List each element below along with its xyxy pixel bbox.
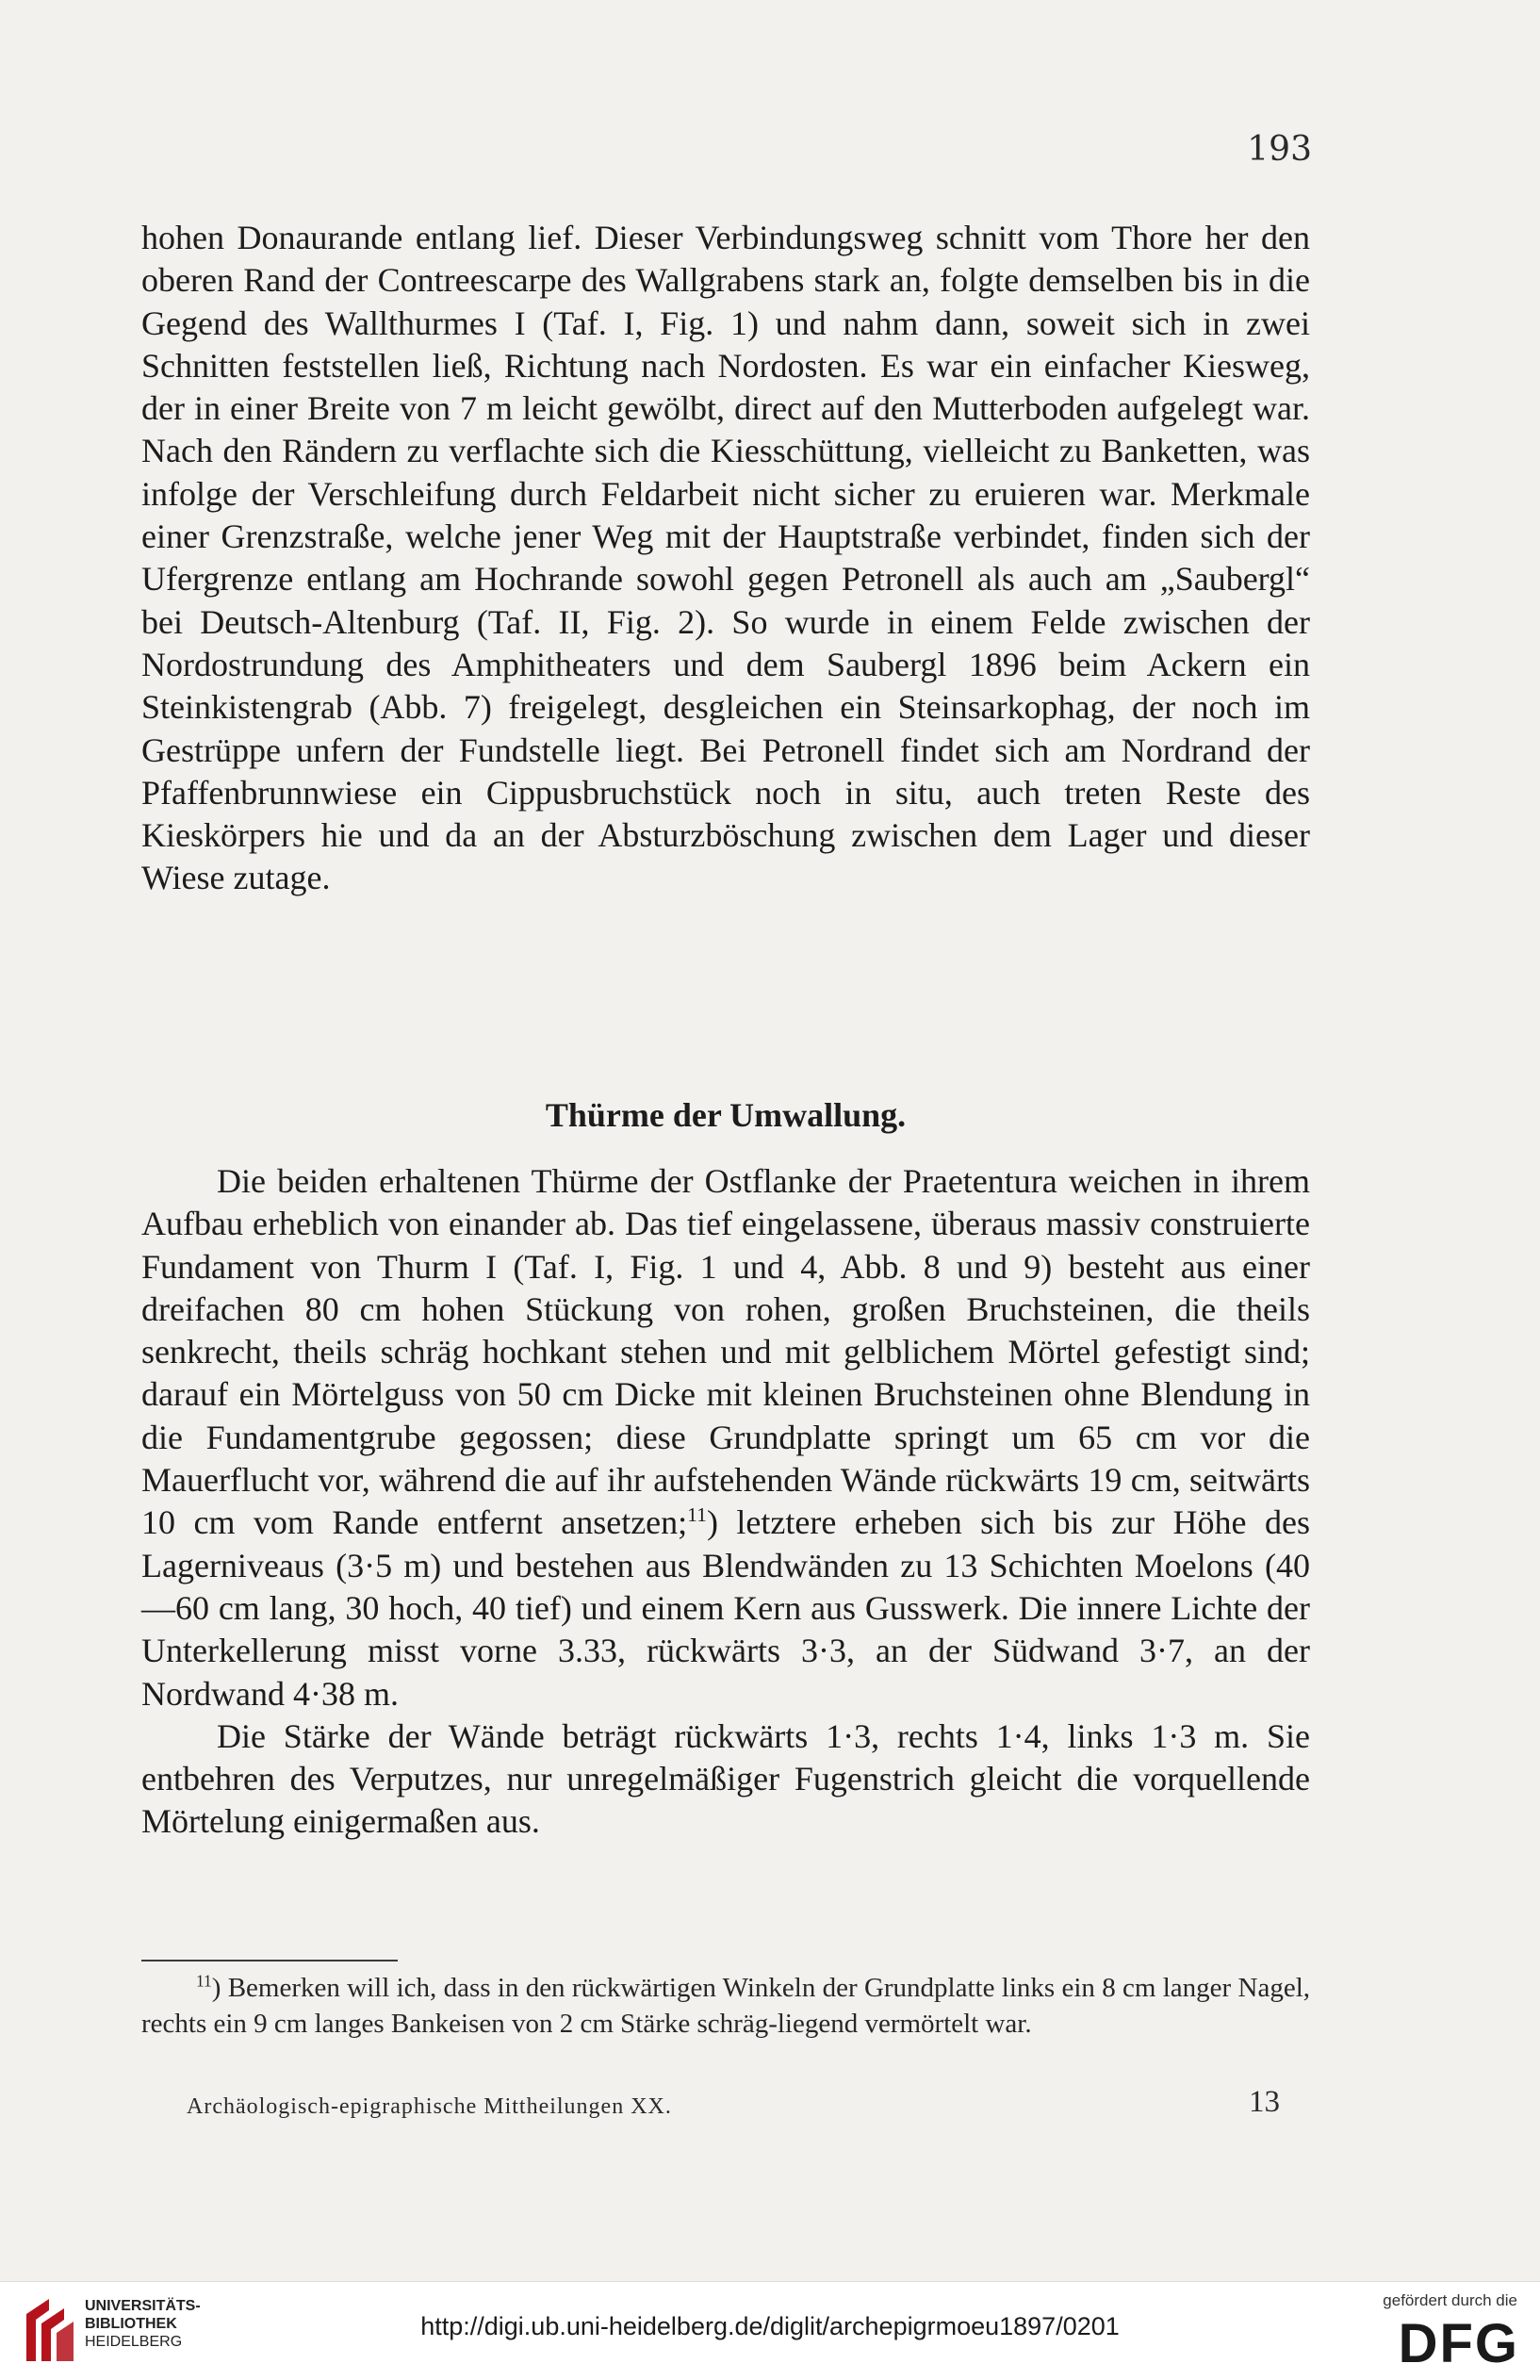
paragraph-top: hohen Donaurande entlang lief. Dieser Verbindungsweg schnitt vom Thore her den oberen Rand der Contreescarpe des Wallgrabens stark an, folgte demselben bis in die Gegend des Wallthurmes I (Taf. I, Fig. 1) und nahm dann, soweit sich in zwei Schnitten feststellen ließ, Richtung nach Nordosten. Es war ein einfacher Kiesweg, der in einer Breite von 7 m leicht gewölbt, direct auf den Mutterboden aufgelegt war. Nach den Rändern zu verflachte sich die Kiesschüttung, vielleicht zu Banketten, was infolge der Verschleifung durch Feldarbeit nicht sicher zu eruieren war. Merkmale einer Grenzstraße, welche jener Weg mit der Hauptstraße verbindet, finden sich der Ufergrenze entlang am Hochrande sowohl gegen Petronell als auch am „Saubergl“ bei Deutsch-Altenburg (Taf. II, Fig. 2). So wurde in einem Felde zwischen der Nordostrundung des Amphitheaters und dem Saubergl 1896 beim Ackern ein Steinkistengrab (Abb. 7) freigelegt, desgleichen ein Steinsarkophag, der noch im Gestrüppe unfern der Fundstelle liegt. Bei Petronell findet sich am Nordrand der Pfaffenbrunnwiese ein Cippusbruchstück noch in situ, auch treten Reste des Kieskörpers hie und da an der Absturzböschung zwischen dem Lager und dieser Wiese zutage. <box>141 219 1310 897</box>
paragraph-walls: Die Stärke der Wände beträgt rückwärts 1·3, rechts 1·4, links 1·3 m. Sie entbehren des Verputzes, nur unregelmäßiger Fugenstrich gleicht die vorquellende Mörtelung einigermaßen aus. <box>141 1716 1310 1841</box>
footnote <box>141 1970 1310 2042</box>
body-text-top <box>141 217 1310 900</box>
section-heading: Thürme der Umwallung. <box>545 1096 907 1134</box>
library-line-1: UNIVERSITÄTS- <box>85 2298 201 2314</box>
paragraph-towers-part2: ) letztere erheben sich bis zur Höhe des Lagerniveaus (3·5 m) und bestehen aus Blendwänden zu 13 Schichten Moelons (40—60 cm lang, 30 hoch, 40 tief) und einem Kern aus Gusswerk. Die innere Lichte der Unterkellerung misst vorne 3.33, rückwärts 3·3, an der Südwand 3·7, an der Nordwand 4·38 m. <box>141 1503 1310 1713</box>
footnote-divider <box>141 1960 398 1961</box>
footnote-number: 11 <box>196 1971 212 1991</box>
library-line-2: BIBLIOTHEK <box>85 2316 177 2332</box>
running-footer: Archäologisch-epigraphische Mittheilungen XX. <box>187 2094 672 2119</box>
signature-mark: 13 <box>1249 2085 1280 2119</box>
paragraph-towers <box>141 1160 1310 1715</box>
body-text-section <box>141 1160 1310 1844</box>
permalink-url[interactable]: http://digi.ub.uni-heidelberg.de/diglit/archepigrmoeu1897/0201 <box>420 2312 1120 2340</box>
digitization-footer <box>0 2281 1540 2380</box>
footnote-ref: 11 <box>687 1503 707 1527</box>
page-number: 193 <box>1247 130 1312 169</box>
footnote-text: ) Bemerken will ich, dass in den rückwärtigen Winkeln der Grundplatte links ein 8 cm langer Nagel, rechts ein 9 cm langes Bankeisen von 2 cm Stärke schräg-liegend vermörtelt war. <box>141 1973 1310 2039</box>
dfg-logo: DFG <box>1398 2313 1519 2374</box>
funder-caption: gefördert durch die <box>1383 2291 1517 2309</box>
library-line-3: HEIDELBERG <box>85 2334 183 2350</box>
paragraph-towers-part1: Die beiden erhaltenen Thürme der Ostflanke der Praetentura weichen in ihrem Aufbau erheblich von einander ab. Das tief eingelassene, überaus massiv construierte Fundament von Thurm I (Taf. I, Fig. 1 und 4, Abb. 8 und 9) besteht aus einer dreifachen 80 cm hohen Stückung von rohen, großen Bruchsteinen, die theils senkrecht, theils schräg hochkant stehen und mit gelblichem Mörtel gefestigt sind; darauf ein Mörtelguss von 50 cm Dicke mit kleinen Bruchsteinen ohne Blendung in die Fundamentgrube gegossen; diese Grundplatte springt um 65 cm vor die Mauerflucht vor, während die auf ihr aufstehenden Wände rückwärts 19 cm, seitwärts 10 cm vom Rande entfernt ansetzen; <box>141 1162 1310 1542</box>
